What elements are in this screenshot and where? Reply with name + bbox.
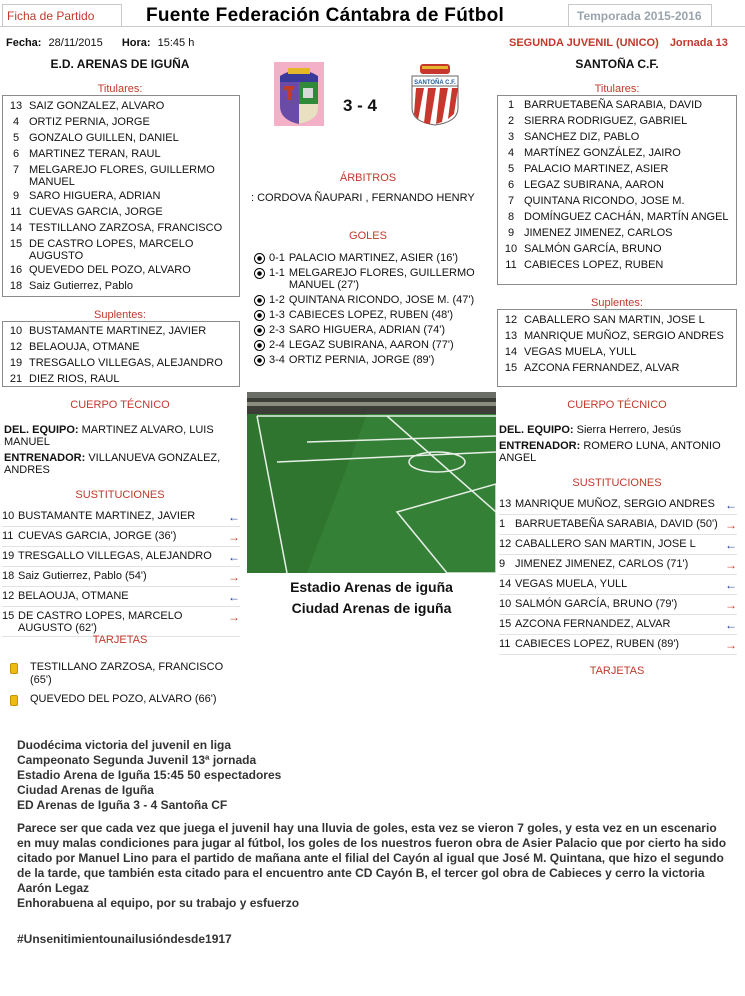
report-line: Ciudad Arenas de Iguña: [17, 783, 154, 797]
substitution-row[interactable]: [499, 515, 737, 535]
final-score: 3 - 4: [343, 96, 378, 115]
time-value: 15:45 h: [157, 37, 195, 49]
arrow-left-icon: ←: [228, 590, 240, 604]
player-name: MELGAREJO FLORES, GUILLERMO MANUEL: [29, 164, 215, 188]
arrow-left-icon: ←: [228, 510, 240, 524]
substitution-row[interactable]: [499, 615, 737, 635]
player-row[interactable]: [3, 98, 239, 114]
substitution-row[interactable]: [499, 555, 737, 575]
player-row[interactable]: [3, 339, 239, 355]
home-starters-list: [2, 95, 240, 297]
stadium-city: Ciudad Arenas de iguña: [291, 600, 452, 616]
player-number: 9: [12, 190, 20, 202]
match-sheet-tab[interactable]: Ficha de Partido: [2, 4, 122, 26]
player-name: QUEVEDO DEL POZO, ALVARO: [29, 264, 191, 276]
away-coach-label: ENTRENADOR:: [499, 440, 581, 452]
player-number: 13: [499, 498, 512, 510]
home-subs-list: [2, 321, 240, 387]
yellow-card-icon: [10, 663, 18, 674]
player-row[interactable]: [498, 360, 736, 376]
player-name: DE CASTRO LOPES, MARCELO AUGUSTO (62'): [18, 610, 183, 634]
away-delegate: [499, 424, 735, 436]
home-staff-label: CUERPO TÉCNICO: [70, 399, 170, 411]
home-subs-label: Suplentes:: [94, 309, 146, 321]
player-name: DE CASTRO LOPES, MARCELO AUGUSTO: [29, 238, 194, 262]
player-name: MARTÍNEZ GONZÁLEZ, JAIRO: [524, 147, 681, 159]
away-starters-label: Titulares:: [594, 83, 640, 95]
season-tab[interactable]: Temporada 2015-2016: [568, 4, 712, 26]
away-starters-list: [497, 95, 737, 285]
away-team-name: SANTOÑA C.F.: [575, 57, 659, 71]
player-name: SALMÓN GARCÍA, BRUNO: [524, 243, 662, 255]
goal-row: [254, 252, 494, 264]
player-row[interactable]: [3, 323, 239, 339]
player-number: 12: [2, 590, 15, 602]
report-hashtag: #Unsenitimientounailusióndesde1917: [17, 932, 232, 946]
player-name: AZCONA FERNANDEZ, ALVAR: [524, 362, 680, 374]
player-name: CABALLERO SAN MARTIN, JOSE L: [524, 314, 705, 326]
home-coach-label: ENTRENADOR:: [4, 452, 86, 464]
goal-row: [254, 324, 494, 336]
player-number: 16: [9, 264, 23, 276]
player-row[interactable]: [498, 328, 736, 344]
goal-scorer: MELGAREJO FLORES, GUILLERMO MANUEL (27'): [288, 267, 475, 291]
player-row[interactable]: [498, 193, 736, 209]
goal-row: [254, 309, 494, 321]
player-name: TESTILLANO ZARZOSA, FRANCISCO: [29, 222, 223, 234]
player-row[interactable]: [498, 225, 736, 241]
player-number: 19: [2, 550, 15, 562]
arrow-right-icon: →: [725, 598, 737, 612]
soccer-ball-icon: [254, 340, 265, 351]
player-number: 4: [12, 116, 20, 128]
substitution-row[interactable]: [2, 607, 240, 637]
goal-row: [254, 267, 494, 291]
substitution-row[interactable]: [499, 495, 737, 515]
player-number: 15: [2, 610, 15, 622]
player-number: 4: [507, 147, 515, 159]
yellow-card-icon: [10, 695, 18, 706]
player-row[interactable]: [498, 209, 736, 225]
player-number: 3: [507, 131, 515, 143]
player-number: 7: [12, 164, 20, 176]
referees-label: ÁRBITROS: [339, 172, 397, 184]
player-row[interactable]: [3, 278, 239, 294]
date-value: 28/11/2015: [48, 37, 103, 49]
player-number: 18: [9, 280, 23, 292]
report-closing: Enhorabuena al equipo, por su trabajo y esfuerzo: [17, 896, 300, 910]
goal-score: 1-2: [269, 294, 285, 306]
page-title: Fuente Federación Cántabra de Fútbol: [146, 5, 505, 26]
player-name: SAIZ GONZALEZ, ALVARO: [29, 100, 165, 112]
player-number: 19: [9, 357, 23, 369]
player-number: 12: [499, 538, 512, 550]
player-row[interactable]: [3, 130, 239, 146]
goal-row: [254, 294, 494, 306]
report-body: Parece ser que cada vez que juega el juvenil hay una lluvia de goles, esta vez se vieron 7 goles, y esta vez en un escenario en muy malas condiciones para jugar al fútbol, los goles de los nuestros fueron obra de Asier Palacio que por cierto ha sido citado por Manuel Lino para el partido de mañana ante el filial del Cayón al igual que José M. Quintana, que hizo el segundo de la tarde, que también esta citado para el encuentro ante CD Cayón B, el tercer gol obra de Cabieces y cerro la victoria Aarón Legaz: [17, 821, 727, 895]
substitution-row[interactable]: [499, 595, 737, 615]
player-name: SANCHEZ DIZ, PABLO: [524, 131, 640, 143]
home-starters-label: Titulares:: [97, 83, 143, 95]
goal-scorer: PALACIO MARTINEZ, ASIER (16'): [288, 252, 459, 264]
player-name: SALMÓN GARCÍA, BRUNO (79'): [515, 598, 678, 610]
player-row[interactable]: [498, 129, 736, 145]
player-number: 13: [504, 330, 518, 342]
player-number: 5: [507, 163, 515, 175]
player-row[interactable]: [498, 177, 736, 193]
player-name: MANRIQUE MUÑOZ, SERGIO ANDRES: [524, 330, 724, 342]
home-delegate-name: MARTINEZ ALVARO, LUIS MANUEL: [4, 424, 214, 448]
soccer-ball-icon: [254, 268, 265, 279]
player-name: BUSTAMANTE MARTINEZ, JAVIER: [29, 325, 207, 337]
substitution-row[interactable]: [2, 567, 240, 587]
away-coach: [499, 440, 735, 464]
player-row[interactable]: [3, 114, 239, 130]
player-name: Saiz Gutierrez, Pablo: [29, 280, 133, 292]
arrow-left-icon: ←: [725, 538, 737, 552]
goals-label: GOLES: [349, 230, 387, 242]
player-name: JIMENEZ JIMENEZ, CARLOS (71'): [515, 558, 689, 570]
player-number: 11: [505, 259, 517, 271]
player-name: AZCONA FERNANDEZ, ALVAR: [515, 618, 671, 630]
player-name: CABIECES LOPEZ, RUBEN (89'): [515, 638, 680, 650]
arrow-right-icon: →: [725, 518, 737, 532]
player-name: CUEVAS GARCIA, JORGE (36'): [18, 530, 177, 542]
player-name: BELAOUJA, OTMANE: [29, 341, 140, 353]
player-name: MARTINEZ TERAN, RAUL: [29, 148, 161, 160]
player-number: 15: [9, 238, 23, 250]
player-row[interactable]: [498, 312, 736, 328]
soccer-ball-icon: [254, 325, 265, 336]
goal-score: 3-4: [269, 354, 285, 366]
arenas-crest-icon: [274, 62, 324, 126]
player-row[interactable]: [3, 204, 239, 220]
away-subs-label: Suplentes:: [591, 297, 643, 309]
soccer-ball-icon: [254, 310, 265, 321]
player-row[interactable]: [3, 355, 239, 371]
goal-row: [254, 354, 494, 366]
player-number: 11: [10, 206, 22, 218]
competition-info: [509, 37, 728, 49]
player-row[interactable]: [3, 262, 239, 278]
player-name: BARRUETABEÑA SARABIA, DAVID (50'): [515, 518, 718, 530]
soccer-ball-icon: [254, 253, 265, 264]
home-team-name: E.D. ARENAS DE IGUÑA: [50, 57, 190, 71]
arrow-left-icon: ←: [725, 498, 737, 512]
substitution-row[interactable]: [2, 527, 240, 547]
goal-score: 1-1: [269, 267, 285, 279]
player-number: 8: [507, 211, 515, 223]
arrow-right-icon: →: [725, 558, 737, 572]
substitution-row[interactable]: [499, 535, 737, 555]
player-number: 14: [504, 346, 518, 358]
player-number: 10: [499, 598, 512, 610]
player-number: 12: [504, 314, 518, 326]
player-number: 2: [507, 115, 515, 127]
player-name: LEGAZ SUBIRANA, AARON: [524, 179, 664, 191]
time-label: Hora:: [121, 37, 151, 49]
player-name: VEGAS MUELA, YULL: [515, 578, 628, 590]
away-substitutions-list: [499, 495, 737, 655]
goals-list: [254, 252, 494, 369]
player-row[interactable]: [498, 97, 736, 113]
soccer-ball-icon: [254, 295, 265, 306]
report-paragraph: [17, 821, 727, 911]
player-row[interactable]: [498, 113, 736, 129]
substitution-row[interactable]: [2, 507, 240, 527]
report-line: Duodécima victoria del juvenil en liga: [17, 738, 232, 752]
player-name: GONZALO GUILLEN, DANIEL: [29, 132, 179, 144]
report-header: [17, 738, 727, 813]
card-player: TESTILLANO ZARZOSA, FRANCISCO (65'): [30, 661, 224, 686]
goal-scorer: SARO HIGUERA, ADRIAN (74'): [288, 324, 446, 336]
player-row[interactable]: [498, 161, 736, 177]
player-number: 6: [12, 148, 20, 160]
home-coach-name: VILLANUEVA GONZALEZ, ANDRES: [4, 452, 221, 476]
player-number: 14: [9, 222, 23, 234]
player-number: 10: [2, 510, 15, 522]
player-name: Saiz Gutierrez, Pablo (54'): [18, 570, 147, 582]
stadium-name: Estadio Arenas de iguña: [290, 579, 453, 595]
away-substitutions-label: SUSTITUCIONES: [572, 477, 662, 489]
player-name: SIERRA RODRIGUEZ, GABRIEL: [524, 115, 688, 127]
player-number: 7: [507, 195, 515, 207]
player-row[interactable]: [498, 145, 736, 161]
arrow-right-icon: →: [228, 610, 240, 624]
player-row[interactable]: [3, 236, 239, 262]
goal-score: 2-3: [269, 324, 285, 336]
player-number: 5: [12, 132, 20, 144]
goal-scorer: LEGAZ SUBIRANA, AARON (77'): [288, 339, 454, 351]
player-name: BARRUETABEÑA SARABIA, DAVID: [524, 99, 703, 111]
player-row[interactable]: [3, 162, 239, 188]
substitution-row[interactable]: [2, 547, 240, 567]
player-row[interactable]: [3, 371, 239, 387]
player-number: 13: [9, 100, 23, 112]
player-row[interactable]: [498, 241, 736, 257]
player-number: 15: [504, 362, 518, 374]
player-name: CABIECES LOPEZ, RUBEN: [524, 259, 664, 271]
player-number: 10: [9, 325, 23, 337]
player-name: DIEZ RIOS, RAUL: [29, 373, 120, 385]
player-row[interactable]: [3, 220, 239, 236]
home-delegate-label: DEL. EQUIPO:: [4, 424, 79, 436]
player-row[interactable]: [498, 257, 736, 273]
report-line: ED Arenas de Iguña 3 - 4 Santoña CF: [17, 798, 228, 812]
goal-row: [254, 339, 494, 351]
player-name: VEGAS MUELA, YULL: [524, 346, 637, 358]
card-row: [0, 693, 240, 706]
goal-score: 2-4: [269, 339, 285, 351]
soccer-ball-icon: [254, 355, 265, 366]
report-line: Campeonato Segunda Juvenil 13ª jornada: [17, 753, 257, 767]
home-cards-label: TARJETAS: [92, 634, 148, 646]
player-name: QUINTANA RICONDO, JOSE M.: [524, 195, 685, 207]
home-substitutions-label: SUSTITUCIONES: [75, 489, 165, 501]
competition-name: SEGUNDA JUVENIL (UNICO): [509, 37, 659, 49]
player-name: MANRIQUE MUÑOZ, SERGIO ANDRES: [515, 498, 715, 510]
substitution-row[interactable]: [499, 635, 737, 655]
player-number: 18: [2, 570, 15, 582]
player-name: TRESGALLO VILLEGAS, ALEJANDRO: [29, 357, 223, 369]
home-substitutions-list: [2, 507, 240, 637]
player-name: JIMENEZ JIMENEZ, CARLOS: [524, 227, 673, 239]
referees-names: : CORDOVA ÑAUPARI , FERNANDO HENRY: [251, 192, 475, 204]
santona-crest-icon: [404, 62, 466, 126]
match-date: [6, 37, 194, 49]
away-delegate-label: DEL. EQUIPO:: [499, 424, 574, 436]
player-name: CUEVAS GARCIA, JORGE: [29, 206, 163, 218]
player-number: 14: [499, 578, 512, 590]
arrow-right-icon: →: [228, 530, 240, 544]
away-cards-label: TARJETAS: [589, 665, 645, 677]
home-delegate: [4, 424, 236, 448]
away-delegate-name: Sierra Herrero, Jesús: [576, 424, 682, 436]
goal-scorer: CABIECES LOPEZ, RUBEN (48'): [288, 309, 453, 321]
player-name: DOMÍNGUEZ CACHÁN, MARTÍN ANGEL: [524, 211, 729, 223]
goal-scorer: ORTIZ PERNIA, JORGE (89'): [288, 354, 435, 366]
player-name: BELAOUJA, OTMANE: [18, 590, 129, 602]
player-row[interactable]: [3, 146, 239, 162]
player-number: 10: [504, 243, 518, 255]
player-number: 15: [499, 618, 512, 630]
player-number: 21: [9, 373, 23, 385]
home-cards-list: [0, 661, 240, 712]
player-number: 1: [507, 99, 515, 111]
arrow-right-icon: →: [228, 570, 240, 584]
away-coach-name: ROMERO LUNA, ANTONIO ANGEL: [499, 440, 721, 464]
away-subs-list: [497, 309, 737, 387]
player-name: SARO HIGUERA, ADRIAN: [29, 190, 161, 202]
away-staff-label: CUERPO TÉCNICO: [567, 399, 667, 411]
player-number: 9: [507, 227, 515, 239]
player-name: ORTIZ PERNIA, JORGE: [29, 116, 150, 128]
card-row: [0, 661, 240, 687]
player-number: 11: [2, 530, 14, 542]
player-name: BUSTAMANTE MARTINEZ, JAVIER: [18, 510, 196, 522]
arrow-left-icon: ←: [725, 618, 737, 632]
report-line: Estadio Arena de Iguña 15:45 50 espectadores: [17, 768, 282, 782]
substitution-row[interactable]: [499, 575, 737, 595]
arrow-left-icon: ←: [725, 578, 737, 592]
player-number: 11: [499, 638, 511, 650]
player-name: PALACIO MARTINEZ, ASIER: [524, 163, 669, 175]
santona-crest-text: SANTOÑA C.F.: [414, 80, 456, 86]
goal-scorer: QUINTANA RICONDO, JOSE M. (47'): [288, 294, 475, 306]
player-row[interactable]: [498, 344, 736, 360]
player-number: 12: [9, 341, 23, 353]
player-name: TRESGALLO VILLEGAS, ALEJANDRO: [18, 550, 212, 562]
goal-score: 1-3: [269, 309, 285, 321]
substitution-row[interactable]: [2, 587, 240, 607]
arrow-left-icon: ←: [228, 550, 240, 564]
stadium-photo: [247, 392, 496, 573]
goal-score: 0-1: [269, 252, 285, 264]
arrow-right-icon: →: [725, 638, 737, 652]
card-player: QUEVEDO DEL POZO, ALVARO (66'): [30, 693, 217, 705]
home-coach: [4, 452, 236, 476]
player-number: 6: [507, 179, 515, 191]
round-number: Jornada 13: [669, 37, 728, 49]
date-label: Fecha:: [6, 37, 42, 49]
player-name: CABALLERO SAN MARTIN, JOSE L: [515, 538, 696, 550]
player-number: 1: [499, 518, 506, 530]
player-number: 9: [499, 558, 506, 570]
player-row[interactable]: [3, 188, 239, 204]
